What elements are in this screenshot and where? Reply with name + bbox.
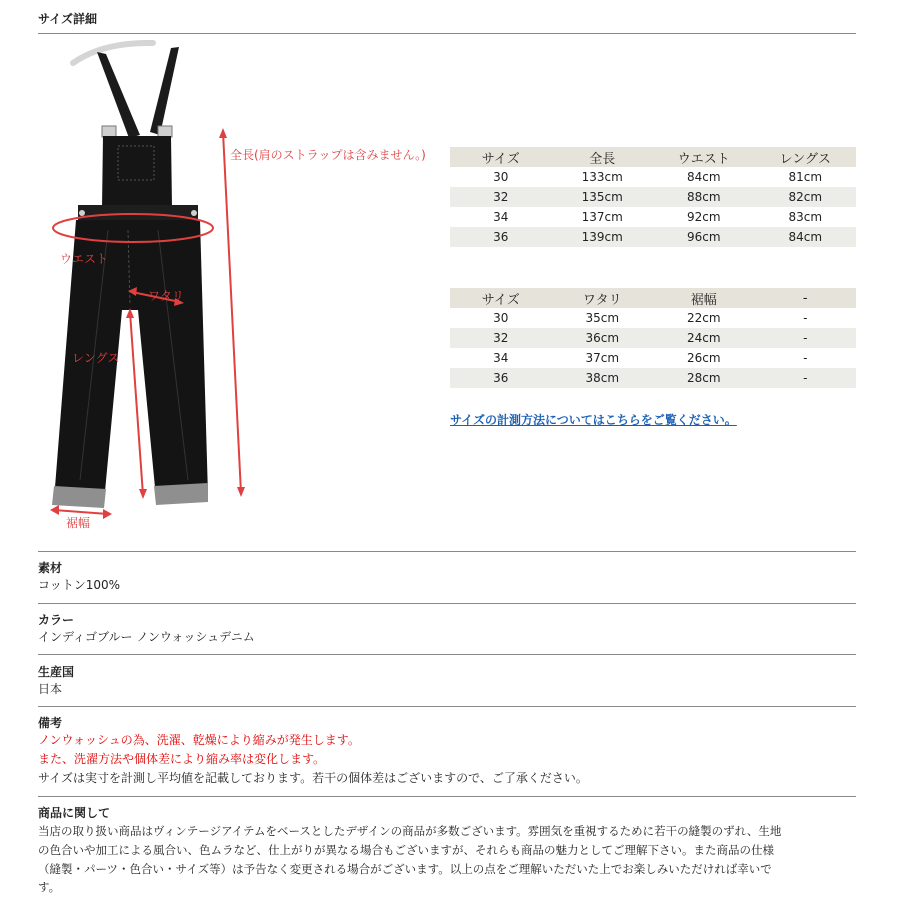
about-heading: 商品に関して bbox=[38, 806, 111, 820]
color-heading: カラー bbox=[38, 613, 75, 627]
table-row: 34 37cm 26cm - bbox=[493, 351, 808, 365]
table-header: 全長 bbox=[552, 147, 654, 167]
bib bbox=[102, 136, 172, 208]
color-value: インディゴブルー ノンウォッシュデニム bbox=[38, 630, 255, 644]
table-row: 34 137cm 92cm 83cm bbox=[493, 210, 823, 224]
origin-value: 日本 bbox=[38, 682, 63, 696]
left-buckle bbox=[102, 126, 116, 137]
hanger-shape bbox=[73, 43, 153, 63]
table-header: サイズ bbox=[450, 288, 552, 308]
size-table-secondary bbox=[450, 288, 856, 388]
table-row: 36 139cm 96cm 84cm bbox=[450, 227, 856, 247]
table-header: レングス bbox=[755, 147, 857, 167]
label-inseam: レングス bbox=[72, 351, 120, 365]
divider bbox=[38, 706, 856, 707]
notes-line-3: サイズは実寸を計測し平均値を記載しております。若干の個体差はございますので、ご了承ください。 bbox=[38, 771, 588, 785]
material-value: コットン100% bbox=[38, 578, 121, 592]
table-row: 30 133cm 84cm 81cm bbox=[493, 170, 823, 184]
table-header: サイズ bbox=[450, 147, 552, 167]
section-title: サイズ詳細 bbox=[38, 12, 98, 26]
right-strap bbox=[150, 47, 179, 135]
notes-red-line-1: ノンウォッシュの為、洗濯、乾燥により縮みが発生します。 bbox=[38, 733, 360, 747]
size-measurement-link[interactable]: サイズの計測方法についてはこちらをご覧ください。 bbox=[450, 413, 737, 427]
table-header: - bbox=[755, 288, 857, 308]
about-line-2: の色合いや加工による風合い、色ムラなど、仕上がりが異なる場合もございますが、それらも商品の魅力としてご理解下さい。また商品の仕様 bbox=[38, 843, 774, 857]
table-row: 32 135cm 88cm 82cm bbox=[450, 187, 856, 207]
origin-heading: 生産国 bbox=[38, 665, 75, 679]
right-cuff bbox=[154, 483, 208, 505]
table-header: ワタリ bbox=[552, 288, 654, 308]
table-row: 30 35cm 22cm - bbox=[493, 311, 808, 325]
size-table-main bbox=[450, 147, 856, 247]
divider bbox=[38, 603, 856, 604]
overalls-figure bbox=[38, 40, 450, 540]
right-buckle bbox=[158, 126, 172, 137]
table-header: 裾幅 bbox=[653, 288, 755, 308]
divider bbox=[38, 796, 856, 797]
about-line-3: （縫製・パーツ・色合い・サイズ等）は予告なく変更される場合がございます。以上の点をご理解いただいた上でお楽しみいただければ幸いで bbox=[38, 862, 772, 876]
material-heading: 素材 bbox=[38, 561, 63, 575]
label-waist: ウエスト bbox=[60, 252, 109, 266]
divider bbox=[38, 551, 856, 552]
divider bbox=[38, 33, 856, 34]
about-line-4: す。 bbox=[38, 880, 61, 894]
overalls-illustration bbox=[38, 40, 450, 540]
label-hem: 裾幅 bbox=[66, 516, 91, 530]
table-row: 36 38cm 28cm - bbox=[450, 368, 856, 388]
left-cuff bbox=[52, 486, 106, 508]
label-length: 全長(肩のストラップは含みません。) bbox=[230, 148, 426, 162]
notes-red-line-2: また、洗濯方法や個体差により縮み率は変化します。 bbox=[38, 752, 326, 766]
notes-heading: 備考 bbox=[38, 716, 63, 730]
table-row: 32 36cm 24cm - bbox=[450, 328, 856, 348]
table-header: ウエスト bbox=[653, 147, 755, 167]
divider bbox=[38, 654, 856, 655]
left-strap bbox=[97, 52, 140, 138]
label-rise: ワタリ bbox=[148, 289, 184, 303]
about-line-1: 当店の取り扱い商品はヴィンテージアイテムをベースとしたデザインの商品が多数ございます。雰囲気を重視するために若干の縫製のずれ、生地 bbox=[38, 824, 782, 838]
